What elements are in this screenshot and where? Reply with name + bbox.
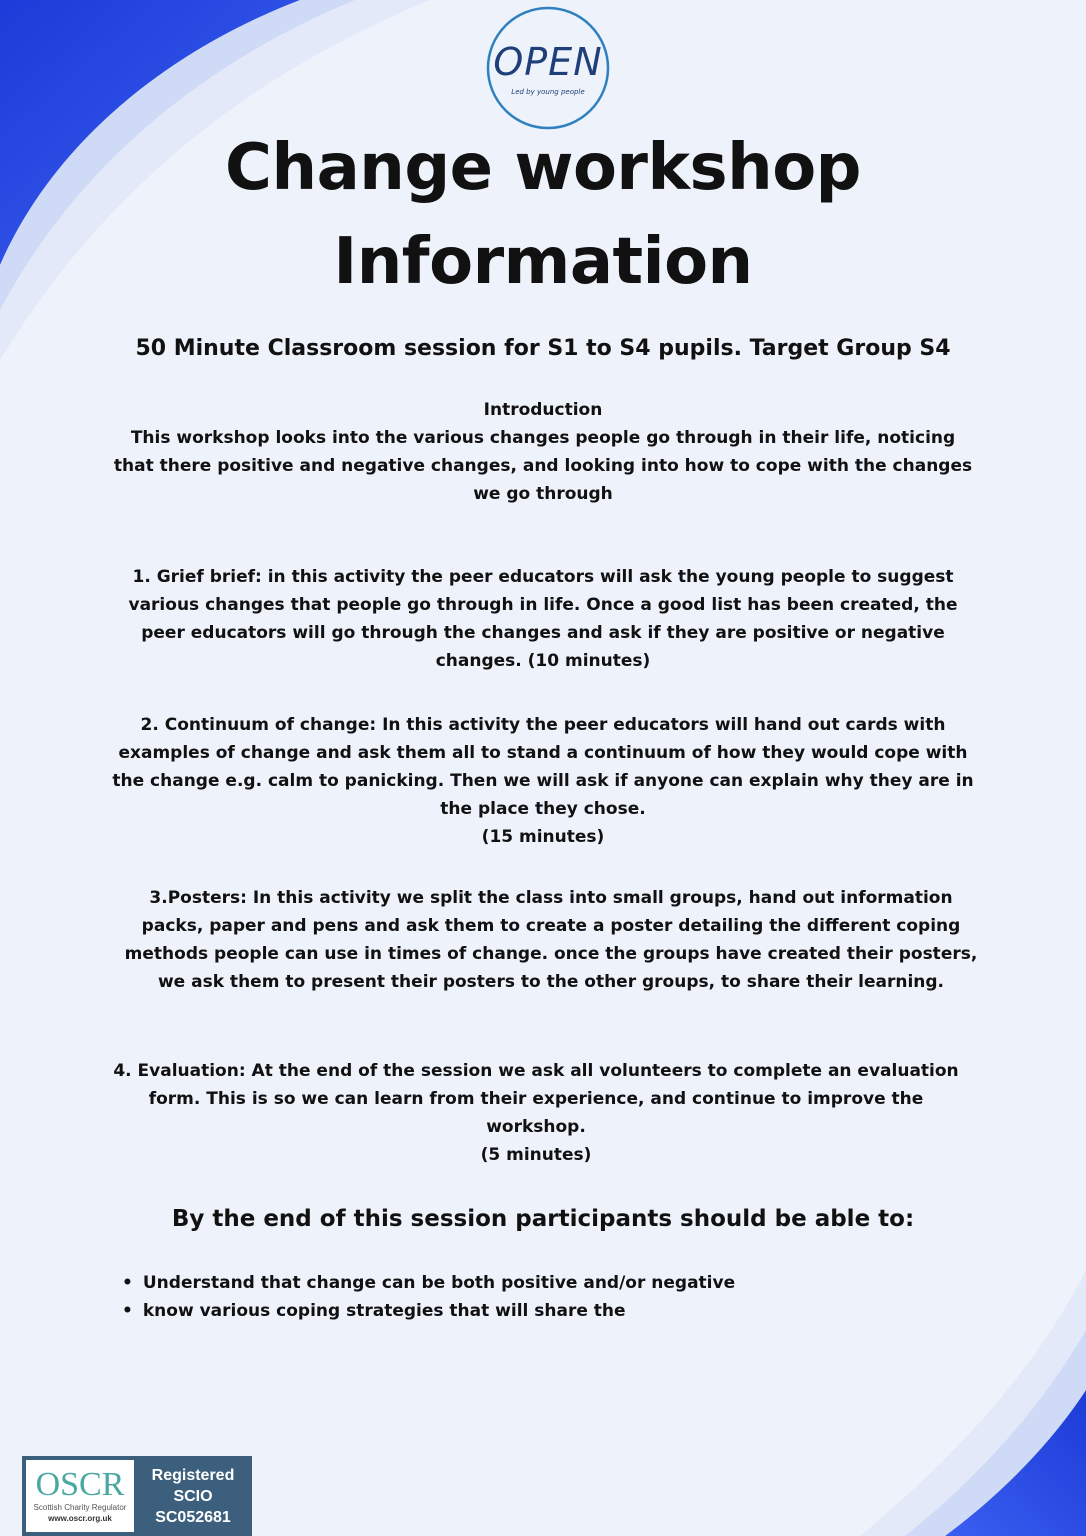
session-subtitle: 50 Minute Classroom session for S1 to S4 pupils. Target Group S4	[135, 336, 951, 361]
outcome-text: Understand that change can be both positive and/or negative	[142, 1273, 736, 1293]
oscr-logo-url: www.oscr.org.uk	[48, 1514, 112, 1523]
oscr-registration	[134, 1456, 252, 1536]
list-item	[122, 1269, 735, 1297]
activity-line: workshop.	[486, 1117, 586, 1137]
activity-line: (15 minutes)	[481, 827, 605, 847]
title-line-1: Change workshop	[225, 131, 861, 205]
outcomes-list	[122, 1269, 735, 1325]
introduction-section	[100, 396, 986, 508]
activity-line: we ask them to present their posters to the other groups, to share their learning.	[157, 972, 945, 992]
activity-grief-brief	[100, 563, 986, 675]
oscr-badge	[22, 1456, 252, 1536]
title-line-2: Information	[333, 225, 753, 299]
introduction-line: that there positive and negative changes, and looking into how to cope with the changes	[113, 456, 973, 476]
open-logo	[483, 5, 613, 131]
oscr-registered-label: Registered	[151, 1466, 235, 1484]
logo-tagline: Led by young people	[511, 88, 585, 96]
activity-line: changes. (10 minutes)	[435, 651, 651, 671]
activity-line: (5 minutes)	[480, 1145, 592, 1165]
introduction-line: This workshop looks into the various changes people go through in their life, noticing	[130, 428, 956, 448]
activity-line: packs, paper and pens and ask them to create a poster detailing the different coping	[141, 916, 961, 936]
activity-continuum-of-change	[100, 711, 986, 851]
activity-line: 3.Posters: In this activity we split the class into small groups, hand out information	[149, 888, 953, 908]
outcome-text: know various coping strategies that will share the	[142, 1301, 626, 1321]
introduction-heading: Introduction	[483, 400, 603, 420]
page-title	[0, 121, 1086, 309]
oscr-logo-subtitle: Scottish Charity Regulator	[33, 1503, 127, 1512]
logo-word: OPEN	[493, 40, 603, 84]
activity-line: various changes that people go through in life. Once a good list has been created, the	[128, 595, 958, 615]
oscr-charity-number: SC052681	[155, 1508, 231, 1526]
activity-line: the place they chose.	[440, 799, 646, 819]
list-item	[122, 1297, 735, 1325]
outcomes-heading: By the end of this session participants should be able to:	[171, 1206, 915, 1232]
activity-posters	[108, 884, 994, 996]
introduction-line: we go through	[473, 484, 613, 504]
oscr-scio-label: SCIO	[173, 1487, 213, 1505]
activity-line: 1. Grief brief: in this activity the peer educators will ask the young people to suggest	[132, 567, 954, 587]
activity-line: 2. Continuum of change: In this activity the peer educators will hand out cards with	[140, 715, 946, 735]
activity-line: form. This is so we can learn from their experience, and continue to improve the	[148, 1089, 924, 1109]
activity-line: examples of change and ask them all to stand a continuum of how they would cope with	[118, 743, 968, 763]
activity-evaluation	[93, 1057, 979, 1169]
activity-line: the change e.g. calm to panicking. Then we will ask if anyone can explain why they are in	[112, 771, 974, 791]
oscr-logo	[26, 1460, 134, 1532]
activity-line: methods people can use in times of change. once the groups have created their posters,	[124, 944, 978, 964]
activity-line: peer educators will go through the changes and ask if they are positive or negative	[141, 623, 945, 643]
activity-line: 4. Evaluation: At the end of the session we ask all volunteers to complete an evaluation	[113, 1061, 959, 1081]
oscr-logo-word: OSCR	[35, 1466, 125, 1503]
